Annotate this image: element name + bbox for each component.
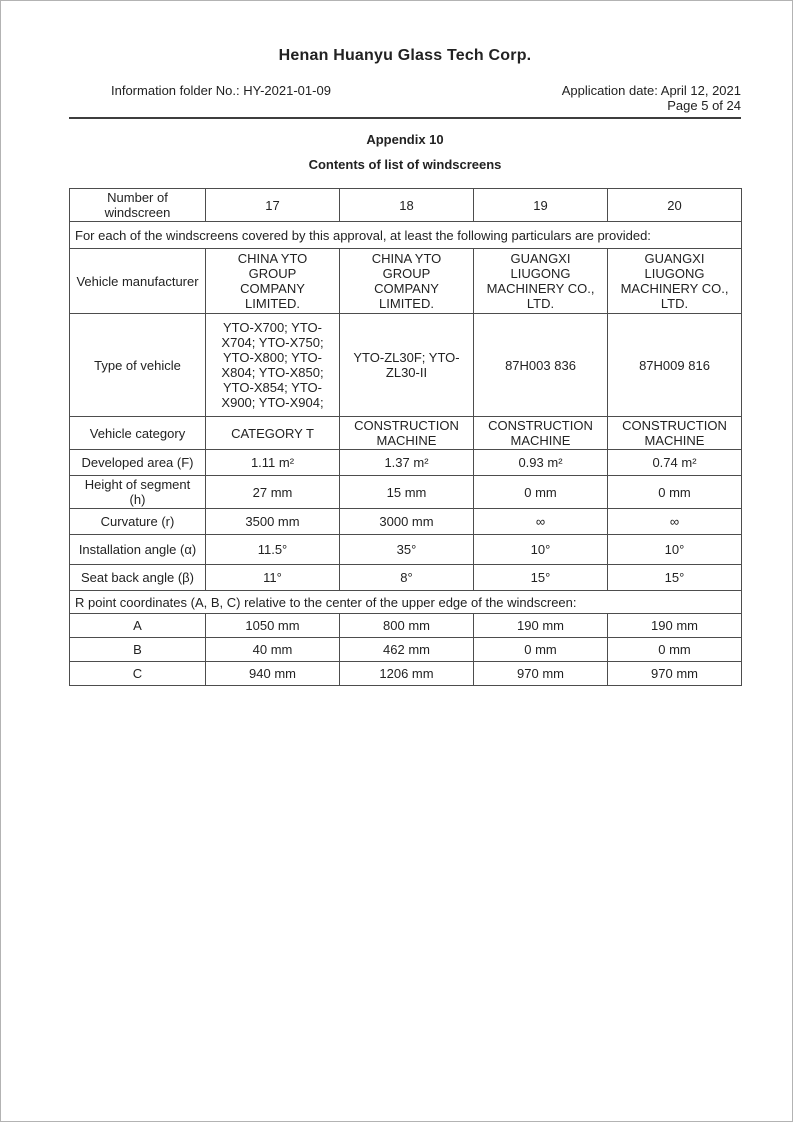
table-cell: 27 mm [206,476,340,509]
windscreen-number: 17 [206,189,340,222]
table-row-seat-back-angle [70,565,742,591]
table-row-r-point-note [70,591,742,614]
table-cell: CHINA YTO GROUP COMPANY LIMITED. [206,249,340,314]
table-row-installation-angle [70,535,742,565]
table-cell: 35° [340,535,474,565]
table-row-developed-area [70,450,742,476]
table-cell: 462 mm [340,638,474,662]
header-divider [69,117,741,119]
table-cell: 1206 mm [340,662,474,686]
row-label: A [70,614,206,638]
row-label: Vehicle category [70,417,206,450]
table-cell: 190 mm [608,614,742,638]
page-number: Page 5 of 24 [667,98,741,113]
windscreen-number: 19 [474,189,608,222]
table-cell: YTO-ZL30F; YTO-ZL30-II [340,314,474,417]
table-cell: 190 mm [474,614,608,638]
table-cell: 0 mm [474,476,608,509]
table-cell: 0 mm [608,476,742,509]
page-content [69,47,741,686]
table-cell: 15 mm [340,476,474,509]
table-cell: 11.5° [206,535,340,565]
table-cell: GUANGXI LIUGONG MACHINERY CO., LTD. [608,249,742,314]
table-row-height-of-segment [70,476,742,509]
row-label: C [70,662,206,686]
table-cell: YTO-X700; YTO-X704; YTO-X750; YTO-X800; YTO-X804; YTO-X850; YTO-X854; YTO-X900; YTO-X904; [206,314,340,417]
table-row-curvature [70,509,742,535]
table-cell: CONSTRUCTION MACHINE [474,417,608,450]
document-meta [69,83,741,113]
table-cell: CONSTRUCTION MACHINE [340,417,474,450]
row-label: Seat back angle (β) [70,565,206,591]
document-subtitle: Contents of list of windscreens [308,157,502,172]
table-cell: 1.37 m² [340,450,474,476]
windscreen-number: 20 [608,189,742,222]
table-cell: 87H003 836 [474,314,608,417]
meta-right-block [562,83,741,113]
table-row-note [70,222,742,249]
row-label: B [70,638,206,662]
appendix-title: Appendix 10 [366,132,444,147]
application-date: Application date: April 12, 2021 [561,83,741,98]
table-cell: 15° [608,565,742,591]
table-row-coordinate-a [70,614,742,638]
table-cell: 0 mm [474,638,608,662]
table-cell: 11° [206,565,340,591]
table-row-coordinate-c [70,662,742,686]
table-row-type-of-vehicle [70,314,742,417]
table-cell: 10° [474,535,608,565]
table-cell: 800 mm [340,614,474,638]
row-label: Number of windscreen [70,189,206,222]
table-cell: 87H009 816 [608,314,742,417]
table-cell: CONSTRUCTION MACHINE [608,417,742,450]
table-cell: GUANGXI LIUGONG MACHINERY CO., LTD. [474,249,608,314]
table-cell: 8° [340,565,474,591]
table-cell: 0.93 m² [474,450,608,476]
table-row-vehicle-category [70,417,742,450]
table-cell: CHINA YTO GROUP COMPANY LIMITED. [340,249,474,314]
table-cell: 970 mm [474,662,608,686]
table-cell: 0.74 m² [608,450,742,476]
table-row-windscreen-numbers [70,189,742,222]
table-cell: 0 mm [608,638,742,662]
table-row-coordinate-b [70,638,742,662]
windscreen-spec-table [69,188,742,686]
row-label: Installation angle (α) [70,535,206,565]
row-label: Vehicle manufacturer [70,249,206,314]
info-folder-number: Information folder No.: HY-2021-01-09 [111,83,331,98]
table-cell: ∞ [608,509,742,535]
table-cell: 940 mm [206,662,340,686]
table-cell: 1050 mm [206,614,340,638]
row-label: Height of segment (h) [70,476,206,509]
company-title: Henan Huanyu Glass Tech Corp. [278,47,532,64]
table-cell: 40 mm [206,638,340,662]
table-cell: ∞ [474,509,608,535]
table-cell: 3500 mm [206,509,340,535]
r-point-note: R point coordinates (A, B, C) relative to the center of the upper edge of the windscreen: [70,591,742,614]
row-label: Type of vehicle [70,314,206,417]
table-note: For each of the windscreens covered by this approval, at least the following particulars are provided: [70,222,742,249]
row-label: Developed area (F) [70,450,206,476]
table-cell: CATEGORY T [206,417,340,450]
table-cell: 15° [474,565,608,591]
table-cell: 10° [608,535,742,565]
windscreen-number: 18 [340,189,474,222]
table-cell: 1.11 m² [206,450,340,476]
table-cell: 3000 mm [340,509,474,535]
row-label: Curvature (r) [70,509,206,535]
table-cell: 970 mm [608,662,742,686]
table-row-vehicle-manufacturer [70,249,742,314]
